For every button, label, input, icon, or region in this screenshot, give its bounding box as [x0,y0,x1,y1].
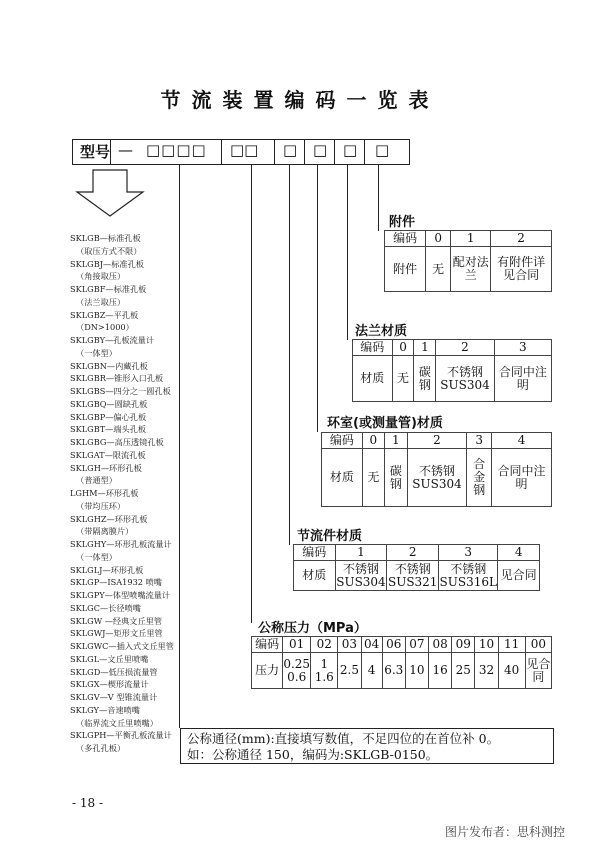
down-arrow-icon [75,168,147,220]
type-list-item: （角接取压） [76,271,126,282]
type-list-item: SKLGH—环形孔板 [70,462,142,473]
page-number: - 18 - [72,796,104,810]
type-list-item: SKLGV—V 型锥流量计 [70,692,158,702]
type-list-item: SKLGBZ—平孔板 [70,309,139,320]
pressure-title: 公称压力（MPa） [258,621,367,636]
type-list-item: SKLGL—文丘里喷嘴 [70,653,149,664]
type-list-item: SKLGBS—四分之一圆孔板 [70,386,171,396]
code-group-type: □□□□ [146,141,207,159]
flange-title: 法兰材质 [355,324,408,339]
nominal-diameter-note [180,728,554,764]
type-list-item: SKLGBP—偏心孔板 [70,411,147,422]
type-list-item: LGHM—环形孔板 [70,488,139,498]
type-list-item: （带隔离膜片） [76,526,134,537]
type-list-item: （普通型） [76,475,117,486]
ring-chamber-title: 环室(或测量管)材质 [327,416,443,431]
type-list-item: SKLGW —经典文丘里管 [70,615,163,626]
type-list-item: （一体型） [76,347,117,358]
type-list-item: （取压方式不限） [76,245,142,256]
watermark: 图片发布者：思科测控 [444,825,565,839]
type-list-item: SKLGBF—标准孔板 [70,284,147,294]
model-label: 型号 [80,143,111,161]
type-list-item: SKLGBG—高压透镜孔板 [70,437,164,447]
code-group-pressure: □□ [230,141,259,159]
page-title: 节流装置编码一览表 [160,88,440,112]
type-list-item: SKLGLJ—环形孔板 [70,564,144,575]
note-line-1: 公称通径(mm):直接填写数值，不足四位的在首位补 0。 [187,731,500,746]
pressure-table: 编码 01 02 03 04 06 07 08 09 10 11 00 压力 0.25 0.6 1 1.6 2.5 4 6.3 10 16 25 32 40 见合同 [251,636,552,689]
type-list [70,232,174,755]
type-list-item: （DN>1000） [76,322,134,333]
type-list-item: （法兰取压） [76,296,126,307]
code-group-flange: □ [343,141,358,159]
note-line-2: 如：公称通径 150，编码为:SKLGB-0150。 [187,747,439,762]
type-list-item: SKLGBT—端头孔板 [70,424,147,435]
type-list-item: （多孔孔板） [76,743,126,753]
throttle-element-table: 编码 1 2 3 4 材质 不锈钢SUS304 不锈钢SUS321 不锈钢SUS316L 见合同 [293,544,540,591]
type-list-item: SKLGY—音速喷嘴 [70,704,140,715]
type-list-item: SKLGHZ—环形孔板 [70,513,148,524]
type-list-item: SKLGBQ—圆缺孔板 [70,398,148,409]
code-dash: — [118,141,133,159]
type-list-item: SKLGAT—限流孔板 [70,449,146,460]
type-list-item: （带均压环） [76,500,126,511]
type-list-item: SKLGWJ—矩形文丘里管 [70,628,163,639]
type-list-item: SKLGBR—锥形入口孔板 [70,373,164,384]
type-list-item: SKLGBJ—标准孔板 [70,258,144,269]
accessory-title: 附件 [389,215,416,230]
code-group-ring: □ [313,141,328,159]
type-list-item: SKLGP—ISA1932 喷嘴 [70,577,162,588]
type-list-item: （临界流文丘里喷嘴） [76,717,158,728]
type-list-item: SKLGPH—平衡孔板流量计 [70,730,172,741]
type-list-item: SKLGWC—插入式文丘里管 [70,641,174,651]
throttle-element-title: 节流件材质 [297,529,363,544]
type-list-item: SKLGPY—体型喷嘴流量计 [70,590,171,600]
type-list-item: （一体型） [76,551,117,562]
flange-table: 编码 0 1 2 3 材质 无 碳钢 不锈钢SUS304 合同中注明 [352,339,552,402]
type-list-item: SKLGD—低压损流量管 [70,666,158,677]
type-list-item: SKLGBN—内藏孔板 [70,360,148,371]
code-group-accessory: □ [375,141,390,159]
type-list-item: SKLGB—标准孔板 [70,233,141,243]
type-list-item: SKLGHY—环形孔板流量计 [70,539,172,549]
type-list-item: SKLGBY—孔板流量计 [70,335,155,345]
code-group-element: □ [283,141,298,159]
accessory-table: 编码 0 1 2 附件 无 配对法兰 有附件详见合同 [384,230,552,292]
type-list-item: SKLGC—长径喷嘴 [70,602,141,613]
ring-chamber-table: 编码 0 1 2 3 4 材质 无 碳钢 不锈钢SUS304 合金钢 合同中注明 [321,432,552,507]
type-list-item: SKLGX—楔形流量计 [70,679,149,690]
